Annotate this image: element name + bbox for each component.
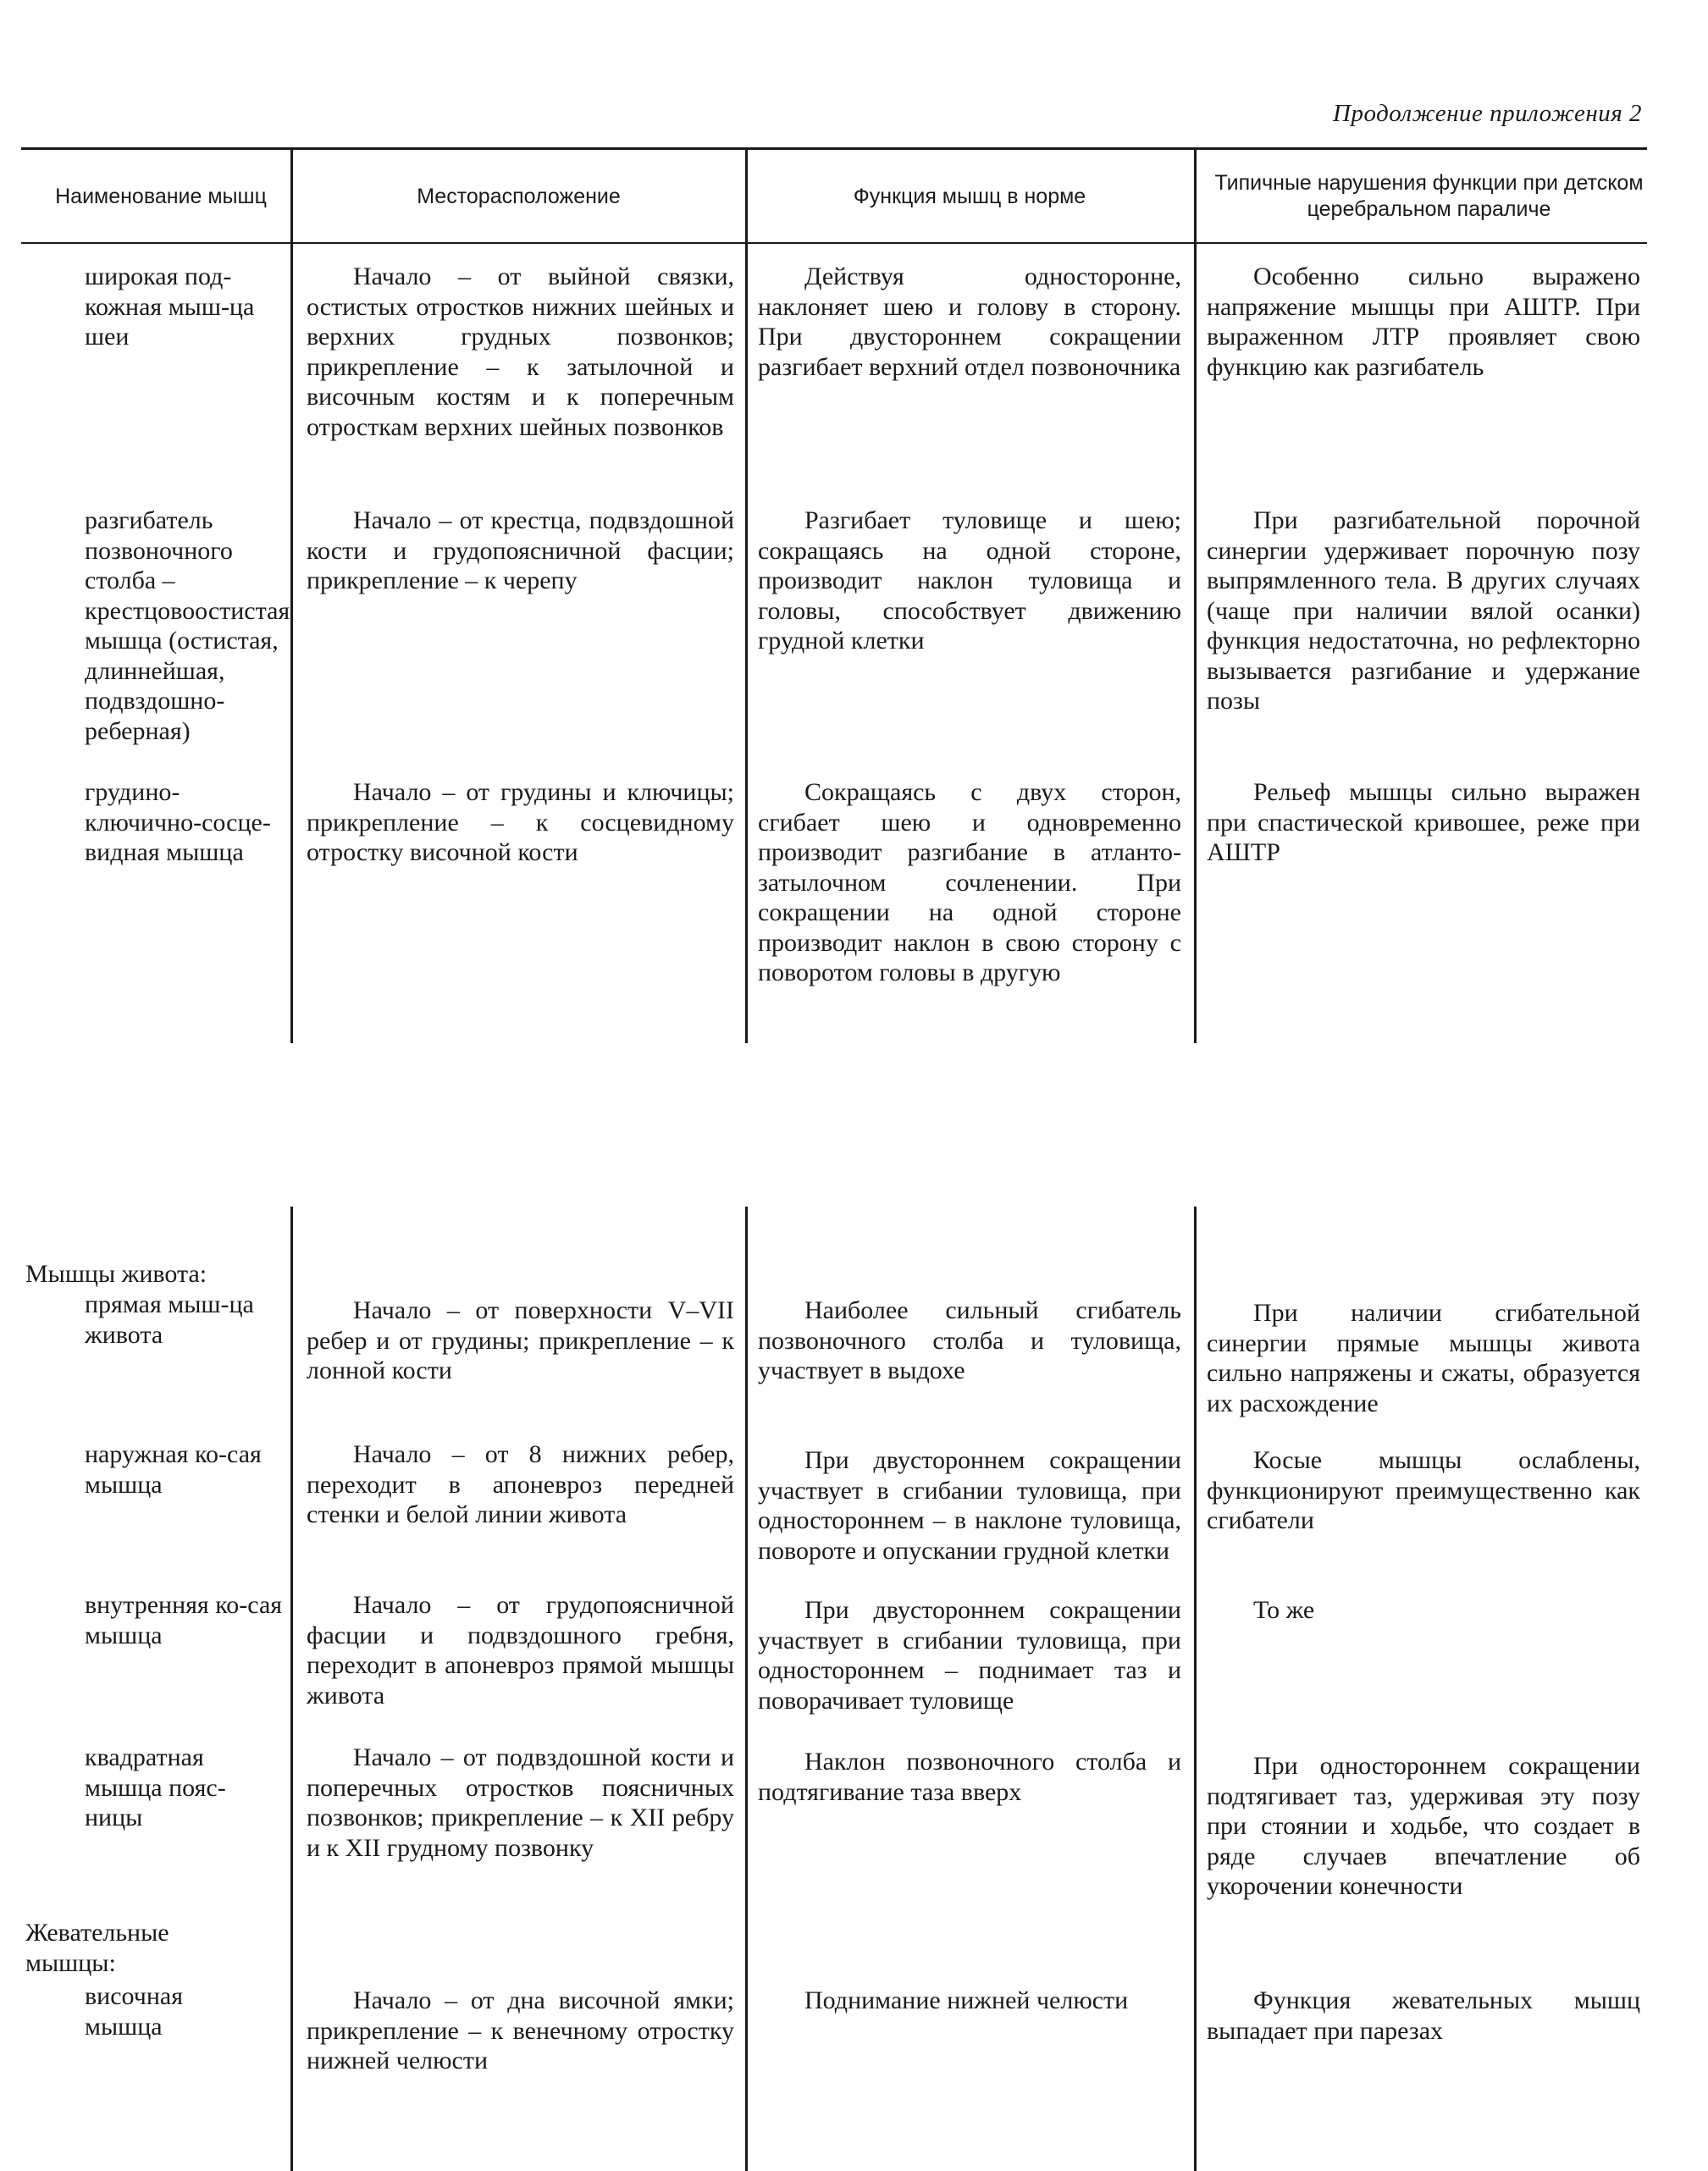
muscle-function: При двустороннем сокращении участвует в сгибании туловища, при одностороннем – в наклоне туловища, повороте и опускании грудной клетки	[758, 1446, 1181, 1565]
muscle-location: Начало – от грудопоясничной фасции и подвздошного гребня, переходит в апоневроз прямой мышцы живота	[307, 1591, 734, 1710]
muscle-disorder: Функция жевательных мышц выпадает при парезах	[1207, 1986, 1640, 2045]
muscle-name: грудино-ключично-сосце-видная мышца	[85, 778, 271, 866]
muscle-disorder: При наличии сгибательной синергии прямые мышцы живота сильно напряжены и сжаты, образуется их расхождение	[1207, 1299, 1640, 1417]
muscle-name: разгибатель позвоночного столба – крестцовоостистая мышца (остистая, длиннейшая, подвздошно-реберная)	[85, 506, 290, 745]
muscle-name: наружная ко-сая мышца	[85, 1440, 262, 1499]
muscle-location: Начало – от поверхности V–VII ребер и от грудины; прикрепление – к лонной кости	[307, 1296, 734, 1384]
column-divider	[290, 1207, 293, 2171]
column-header-function: Функция мышц в норме	[853, 184, 1086, 208]
muscle-name: квадратная мышца пояс-ницы	[85, 1743, 226, 1831]
muscle-function: Наклон позвоночного столба и подтягивание таза вверх	[758, 1748, 1181, 1806]
muscle-name: внутренняя ко-сая мышца	[85, 1591, 283, 1649]
muscle-name: височная мышца	[85, 1982, 184, 2041]
muscle-function: Действуя односторонне, наклоняет шею и голову в сторону. При двустороннем сокращении разгибает верхний отдел позвоночника	[758, 262, 1181, 381]
muscle-disorder: Рельеф мышцы сильно выражен при спастической кривошее, реже при АШТР	[1207, 778, 1640, 866]
muscle-name: прямая мыш-ца живота	[85, 1290, 254, 1349]
table-top-rule	[21, 147, 1647, 150]
column-header-name: Наименование мышц	[55, 184, 267, 208]
column-header-disorder: Типичные нарушения функции при детском церебральном параличе	[1214, 171, 1644, 221]
muscle-location: Начало – от выйной связки, остистых отростков нижних шейных и верхних грудных позвонков; прикрепление – к затылочной и височным костям и к поперечным отросткам верхних шейных позвонков	[307, 262, 734, 441]
group-heading-abdomen: Мышцы живота:	[25, 1260, 207, 1288]
column-divider	[745, 1207, 748, 2171]
muscle-function: Сокращаясь с двух сторон, сгибает шею и одновременно производит разгибание в атланто-затылочном сочленении. При сокращении на одной стороне производит наклон в свою сторону с поворотом головы в другую	[758, 778, 1181, 986]
muscle-function: При двустороннем сокращении участвует в сгибании туловища, при одностороннем – поднимает таз и поворачивает туловище	[758, 1596, 1181, 1715]
column-divider	[1194, 1207, 1197, 2171]
muscle-disorder: При одностороннем сокращении подтягивает таз, удерживая эту позу при стоянии и ходьбе, что создает в ряде случаев впечатление об укорочении конечности	[1207, 1752, 1640, 1900]
muscle-location: Начало – от дна височной ямки; прикрепление – к венечному отростку нижней челюсти	[307, 1986, 734, 2074]
column-header-location: Месторасположение	[417, 184, 621, 208]
continuation-label: Продолжение приложения 2	[1333, 100, 1642, 127]
muscle-disorder: Косые мышцы ослаблены, функционируют преимущественно как сгибатели	[1207, 1446, 1640, 1534]
column-divider	[290, 149, 293, 1043]
muscle-function: Поднимание нижней челюсти	[804, 1986, 1129, 2014]
muscle-name: широкая под-кожная мыш-ца шеи	[85, 262, 255, 351]
muscle-location: Начало – от грудины и ключицы; прикрепление – к сосцевидному отростку височной кости	[307, 778, 734, 866]
header-bottom-rule	[21, 242, 1647, 244]
muscle-function: Разгибает туловище и шею; сокращаясь на одной стороне, производит наклон туловища и головы, способствует движению грудной клетки	[758, 506, 1181, 655]
column-divider	[745, 149, 748, 1043]
muscle-location: Начало – от крестца, подвздошной кости и грудопоясничной фасции; прикрепление – к черепу	[307, 506, 734, 594]
group-heading-chewing: Жевательные мышцы:	[25, 1919, 169, 1977]
column-divider	[1194, 149, 1197, 1043]
muscle-disorder: При разгибательной порочной синергии удерживает порочную позу выпрямленного тела. В других случаях (чаще при наличии вялой осанки) функция недостаточна, но рефлекторно вызывается разгибание и удержание позы	[1207, 506, 1640, 715]
muscle-function: Наиболее сильный сгибатель позвоночного столба и туловища, участвует в выдохе	[758, 1296, 1181, 1384]
muscle-disorder: То же	[1253, 1596, 1315, 1624]
muscle-disorder: Особенно сильно выражено напряжение мышцы при АШТР. При выраженном ЛТР проявляет свою функцию как разгибатель	[1207, 262, 1640, 381]
muscle-location: Начало – от 8 нижних ребер, переходит в апоневроз передней стенки и белой линии живота	[307, 1440, 734, 1528]
muscle-location: Начало – от подвздошной кости и поперечных отростков поясничных позвонков; прикрепление – к XII ребру и к XII грудному позвонку	[307, 1743, 734, 1862]
